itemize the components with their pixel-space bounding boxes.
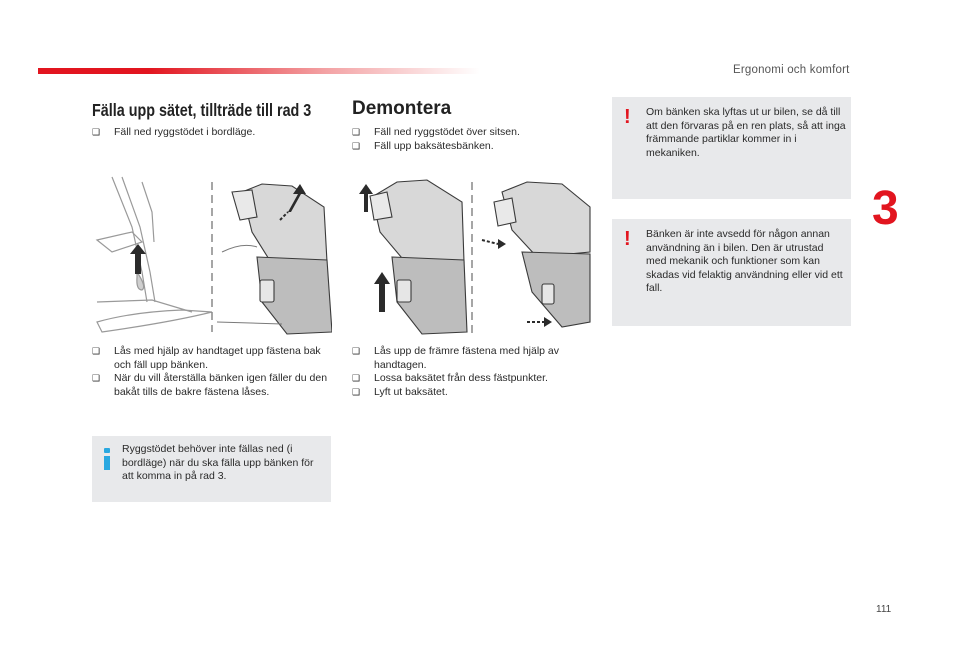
middle-steps-top bbox=[352, 126, 592, 153]
chapter-number: 3 bbox=[872, 182, 899, 235]
checkbox-icon bbox=[92, 373, 101, 383]
step-item: ❑ Fäll ned ryggstödet i bordläge. bbox=[92, 126, 332, 140]
step-item: ❑ När du vill återställa bänken igen fäller du den bakåt tills de bakre fästena låses. bbox=[92, 372, 332, 399]
left-steps-top bbox=[92, 126, 332, 140]
figure-remove-seat bbox=[352, 172, 592, 340]
info-icon bbox=[104, 448, 110, 470]
warning-note-1: ! Om bänken ska lyftas ut ur bilen, se då till att den förvaras på en ren plats, så att inga främmande partiklar kommer in i mekaniken. bbox=[612, 97, 851, 199]
exclamation-icon: ! bbox=[624, 106, 631, 128]
header-accent-bar bbox=[38, 68, 480, 74]
step-item: ❑ Lossa baksätet från dess fästpunkter. bbox=[352, 372, 592, 386]
figure-fold-up-seat bbox=[92, 172, 332, 340]
warning-note-2: ! Bänken är inte avsedd för någon annan användning än i bilen. Den är utrustad med mekanik och funktioner som kan skadas vid felaktig användning eller vid ett fall. bbox=[612, 219, 851, 326]
left-steps-bottom bbox=[92, 345, 332, 399]
section-title: Ergonomi och komfort bbox=[733, 64, 850, 76]
step-item: ❑ Lyft ut baksätet. bbox=[352, 386, 592, 400]
left-heading: Fälla upp sätet, tillträde till rad 3 bbox=[92, 100, 312, 120]
checkbox-icon bbox=[352, 373, 361, 383]
step-item: ❑ Lås med hjälp av handtaget upp fästena bak och fäll upp bänken. bbox=[92, 345, 332, 372]
checkbox-icon bbox=[352, 387, 361, 397]
page-number: 111 bbox=[876, 604, 892, 615]
step-item: ❑ Lås upp de främre fästena med hjälp av handtagen. bbox=[352, 345, 592, 372]
exclamation-icon: ! bbox=[624, 228, 631, 250]
step-item: ❑ Fäll upp baksätesbänken. bbox=[352, 140, 592, 154]
middle-steps-bottom bbox=[352, 345, 592, 399]
middle-heading: Demontera bbox=[352, 98, 452, 119]
checkbox-icon bbox=[352, 141, 361, 151]
info-note: Ryggstödet behöver inte fällas ned (i bordläge) när du ska fälla upp bänken för att komma in på rad 3. bbox=[92, 436, 331, 502]
checkbox-icon bbox=[92, 127, 101, 137]
checkbox-icon bbox=[352, 346, 361, 356]
checkbox-icon bbox=[92, 346, 101, 356]
step-item: ❑ Fäll ned ryggstödet över sitsen. bbox=[352, 126, 592, 140]
checkbox-icon bbox=[352, 127, 361, 137]
